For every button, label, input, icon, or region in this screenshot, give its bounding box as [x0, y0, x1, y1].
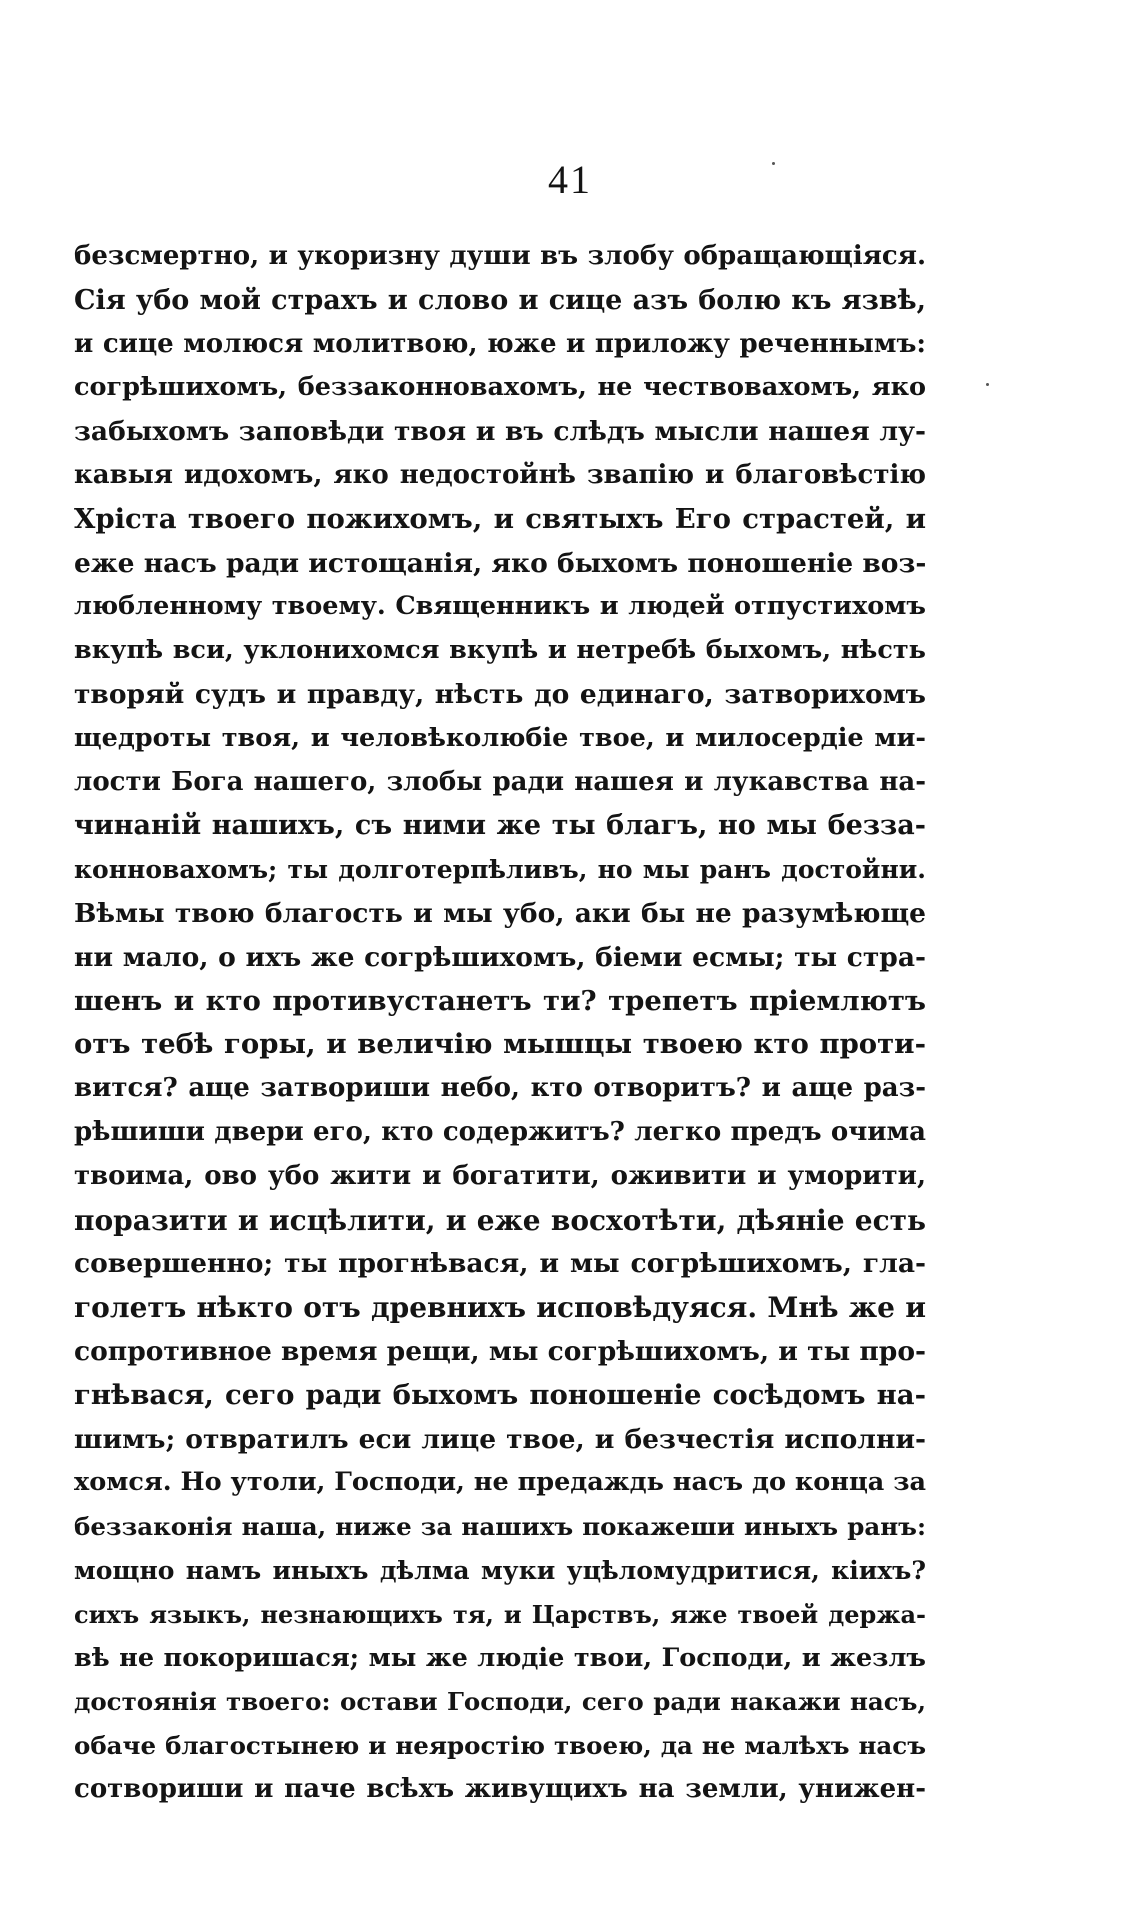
text-line: сихъ языкъ, незнающихъ тя, и Царствъ, яже твоей держа-: [74, 1599, 926, 1629]
text-line: и сице молюся молитвою, юже и приложу реченнымъ:: [74, 328, 926, 359]
text-line: еже насъ ради истощанія, яко быхомъ поношеніе воз-: [74, 547, 926, 579]
text-line: отъ тебѣ горы, и величію мышцы твоею кто проти-: [74, 1028, 926, 1061]
text-line: Хріста твоего пожихомъ, и святыхъ Его страстей, и: [74, 502, 926, 535]
text-line: любленному твоему. Священникъ и людей отпустихомъ: [74, 591, 926, 622]
text-line: обаче благостынею и неяростію твоею, да не малѣхъ насъ: [74, 1731, 926, 1761]
text-line: достоянія твоего: остави Господи, сего ради накажи насъ,: [74, 1687, 926, 1717]
text-line: Вѣмы твою благость и мы убо, аки бы не разумѣюще: [74, 897, 926, 929]
text-line: вѣ не покоришася; мы же людіе твои, Господи, и жезлъ: [74, 1642, 926, 1673]
text-line: голетъ нѣкто отъ древнихъ исповѣдуяся. Мнѣ же и: [74, 1291, 926, 1325]
text-line: согрѣшихомъ, беззаконновахомъ, не чествовахомъ, яко: [74, 372, 926, 403]
text-line: вится? аще затвориши небо, кто отворитъ? и аще раз-: [74, 1073, 926, 1104]
text-line: ни мало, о ихъ же согрѣшихомъ, біеми есмы; ты стра-: [74, 941, 926, 973]
text-line: сотвориши и паче всѣхъ живущихъ на земли, унижен-: [74, 1773, 926, 1804]
text-line: поразити и исцѣлити, и еже восхотѣти, дѣяніе есть: [74, 1203, 926, 1237]
paper-speck: [986, 383, 989, 386]
text-line: рѣшиши двери его, кто содержитъ? легко предъ очима: [74, 1116, 926, 1147]
paper-speck: [772, 162, 775, 165]
text-line: чинаній нашихъ, съ ними же ты благъ, но мы безза-: [74, 810, 926, 842]
text-line: творяй судъ и правду, нѣсть до единаго, затворихомъ: [74, 678, 926, 710]
text-line: шенъ и кто противустанетъ ти? трепетъ пріемлютъ: [74, 984, 926, 1017]
text-line: твоима, ово убо жити и богатити, оживити и уморити,: [74, 1160, 926, 1191]
text-line: безсмертно, и укоризну души въ злобу обращающіяся.: [74, 241, 926, 271]
text-line: забыхомъ заповѣди твоя и въ слѣдъ мысли нашея лу-: [74, 416, 926, 448]
body-text: [74, 235, 926, 1812]
text-line: лости Бога нашего, злобы ради нашея и лукавства на-: [74, 766, 926, 797]
text-line: хомся. Но утоли, Господи, не предаждь насъ до конца за: [74, 1467, 926, 1498]
page-number: 41: [548, 157, 592, 202]
text-line: мощно намъ иныхъ дѣлма муки уцѣломудритися, кіихъ?: [74, 1555, 926, 1585]
text-line: щедроты твоя, и человѣколюбіе твое, и милосердіе ми-: [74, 722, 926, 753]
text-line: Сія убо мой страхъ и слово и сице азъ болю къ язвѣ,: [74, 284, 926, 316]
text-line: кавыя идохомъ, яко недостойнѣ звапію и благовѣстію: [74, 459, 926, 490]
text-line: конновахомъ; ты долготерпѣливъ, но мы ранъ достойни.: [74, 855, 926, 885]
text-line: совершенно; ты прогнѣвася, и мы согрѣшихомъ, гла-: [74, 1248, 926, 1280]
text-line: гнѣвася, сего ради быхомъ поношеніе сосѣдомъ на-: [74, 1378, 926, 1411]
text-line: шимъ; отвратилъ еси лице твое, и безчестія исполни-: [74, 1423, 926, 1455]
text-line: вкупѣ вси, уклонихомся вкупѣ и нетребѣ быхомъ, нѣсть: [74, 635, 926, 666]
text-line: сопротивное время рещи, мы согрѣшихомъ, и ты про-: [74, 1335, 926, 1367]
text-line: беззаконія наша, ниже за нашихъ покажеши иныхъ ранъ:: [74, 1512, 926, 1542]
